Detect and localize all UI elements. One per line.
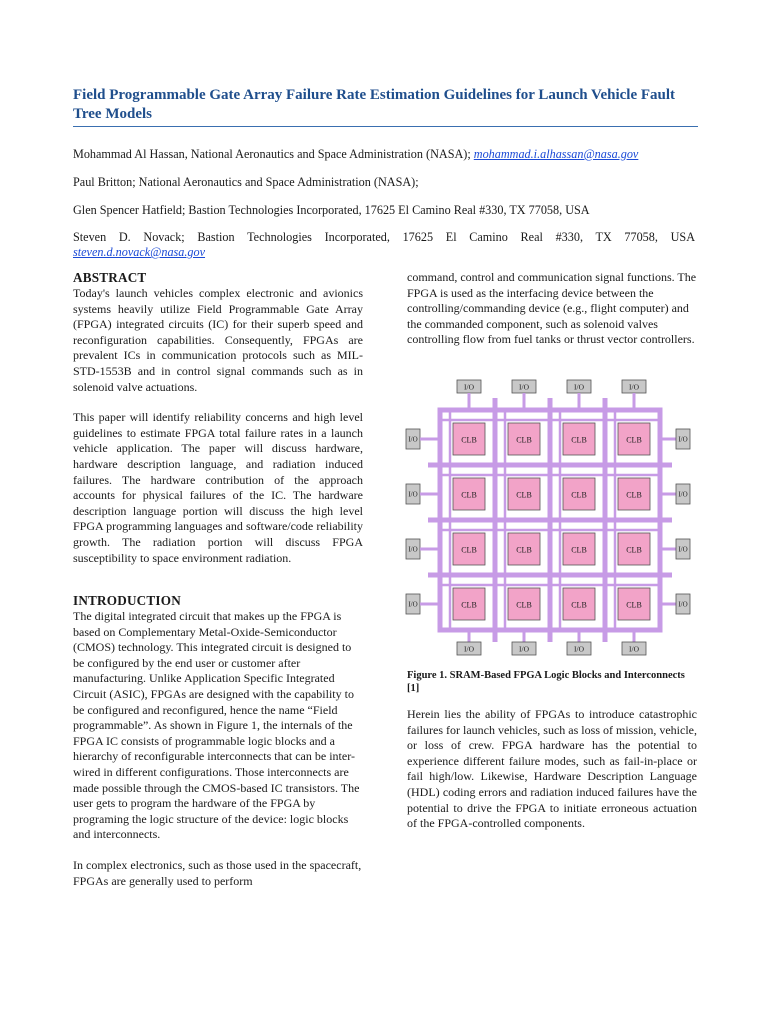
io-label: I/O <box>678 435 688 444</box>
clb-label: CLB <box>626 435 642 445</box>
clb-label: CLB <box>626 600 642 610</box>
author-1-text: Mohammad Al Hassan, National Aeronautics and Space Administration (NASA); <box>73 147 474 161</box>
left-column <box>73 270 363 889</box>
io-label: I/O <box>408 490 418 499</box>
io-label: I/O <box>629 644 639 654</box>
author-line-3: Glen Spencer Hatfield; Bastion Technologies Incorporated, 17625 El Camino Real #330, TX 77058, USA <box>73 203 590 217</box>
right-column-top <box>407 270 697 348</box>
io-label: I/O <box>678 600 688 609</box>
io-label: I/O <box>519 644 529 654</box>
clb-label: CLB <box>461 600 477 610</box>
clb-label: CLB <box>571 600 587 610</box>
title-rule <box>73 126 698 127</box>
author-1-email-link[interactable]: mohammad.i.alhassan@nasa.gov <box>473 147 639 161</box>
introduction-p1: The digital integrated circuit that makes up the FPGA is based on Complementary Metal-Oxide-Semiconductor (CMOS) technology. This integrated circuit is designed to be configured by the end user or customer after manufacturing. Unlike Application Specific Integrated Circuit (ASIC), FPGAs are designed with the capability to be configured and reconfigured, hence the name “Field programmable”. As shown in Figure 1, the internals of the FPGA IC consists of programmable logic blocks and a hierarchy of reconfigurable interconnects that can be inter-wired in different configurations. Those interconnects are made possible through the CMOS-based IC transistors. The user gets to program the hardware of the FPGA by programing the logic structure of the device: logic blocks and interconnects. <box>73 609 360 842</box>
clb-label: CLB <box>571 490 587 500</box>
right-column-bottom <box>407 707 697 832</box>
introduction-heading: INTRODUCTION <box>73 593 181 609</box>
right-p1: command, control and communication signal functions. The FPGA is used as the interfacing device between the controlling/commanding device (e.g., flight computer) and the commanded component, such as solenoid valves controlling flow from fuel tanks or thrust vector controllers. <box>407 270 697 347</box>
clb-label: CLB <box>516 545 532 555</box>
clb-label: CLB <box>461 435 477 445</box>
clb-label: CLB <box>461 490 477 500</box>
io-label: I/O <box>574 382 584 392</box>
author-4-email-link[interactable]: steven.d.novack@nasa.gov <box>73 245 206 259</box>
clb-label: CLB <box>516 600 532 610</box>
clb-label: CLB <box>571 435 587 445</box>
io-label: I/O <box>574 644 584 654</box>
introduction-p2: In complex electronics, such as those used in the spacecraft, FPGAs are generally used to perform <box>73 858 362 888</box>
io-label: I/O <box>408 545 418 554</box>
clb-label: CLB <box>461 545 477 555</box>
clb-label: CLB <box>571 545 587 555</box>
clb-label: CLB <box>626 490 642 500</box>
author-line-4: Steven D. Novack; Bastion Technologies Incorporated, 17625 El Camino Real #330, TX 77058, USA <box>73 230 695 244</box>
clb-label: CLB <box>516 490 532 500</box>
right-p2: Herein lies the ability of FPGAs to introduce catastrophic failures for launch vehicles, such as loss of mission, vehicle, or loss of crew. FPGA hardware has the potential to experience different failure modes, such as fail-in-place or fail high/low. Likewise, Hardware Description Language (HDL) coding errors and radiation induced failures have the potential to drive the FPGA to initiate erroneous actuation of the FPGA-controlled components. <box>407 707 697 831</box>
clb-label: CLB <box>626 545 642 555</box>
io-label: I/O <box>629 382 639 392</box>
fpga-diagram <box>400 376 700 660</box>
io-label: I/O <box>464 644 474 654</box>
author-line-2: Paul Britton; National Aeronautics and Space Administration (NASA); <box>73 175 419 189</box>
io-label: I/O <box>408 435 418 444</box>
author-line-1 <box>73 146 695 162</box>
figure-caption: Figure 1. SRAM-Based FPGA Logic Blocks and Interconnects [1] <box>407 670 685 694</box>
io-label: I/O <box>408 600 418 609</box>
abstract-heading: ABSTRACT <box>73 270 147 285</box>
clb-label: CLB <box>516 435 532 445</box>
abstract-p1: Today's launch vehicles complex electronic and avionics systems heavily utilize Field Programmable Gate Array (FPGA) integrated circuits (IC) for their superb speed and reconfiguration capabilities. Consequently, FPGAs are prevalent ICs in communication protocols such as MIL-STD-1553B and in control signal commands such as in solenoid valve actuations. <box>73 286 363 394</box>
io-label: I/O <box>519 382 529 392</box>
io-label: I/O <box>678 490 688 499</box>
author-line-4-email <box>73 244 695 260</box>
abstract-p2: This paper will identify reliability concerns and high level guidelines to estimate FPGA total failure rates in a launch vehicle application. The paper will discuss hardware, hardware description language, and radiation induced failures. The hardware contribution of the approach accounts for physical failures of the IC. The hardware description language portion will discuss the high level FPGA programming languages and software/code reliability growth. The radiation portion will discuss FPGA susceptibility to space environment radiation. <box>73 410 363 565</box>
paper-title: Field Programmable Gate Array Failure Rate Estimation Guidelines for Launch Vehicle Fault Tree Models <box>73 87 676 122</box>
io-label: I/O <box>464 382 474 392</box>
io-label: I/O <box>678 545 688 554</box>
